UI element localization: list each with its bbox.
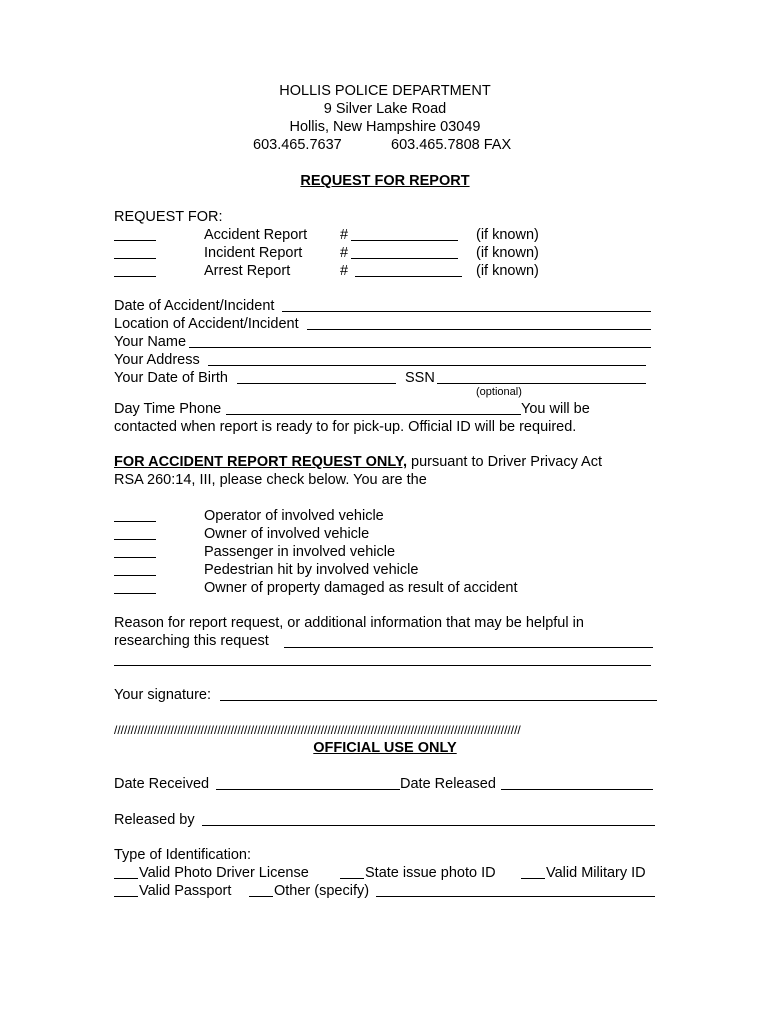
separator-slashes: ////////////////////////////////////////////////////////////////////////////////////////////////////////////////////////// (114, 723, 521, 737)
accident-known-note: (if known) (476, 227, 539, 243)
military-id-checkbox-line[interactable] (521, 878, 545, 879)
department-phone: 603.465.7637 (253, 137, 342, 153)
state-photo-id-checkbox-line[interactable] (340, 878, 364, 879)
incident-number-label: # (340, 245, 349, 261)
date-of-birth-label: Your Date of Birth (114, 370, 228, 386)
property-owner-checkbox-line[interactable] (114, 593, 156, 594)
date-received-field[interactable] (216, 789, 400, 790)
accident-number-field[interactable] (351, 240, 458, 241)
date-of-incident-label: Date of Accident/Incident (114, 298, 275, 314)
form-title: REQUEST FOR REPORT (300, 173, 470, 189)
passport-checkbox-line[interactable] (114, 896, 138, 897)
driver-license-option: Valid Photo Driver License (139, 865, 309, 881)
type-of-id-label: Type of Identification: (114, 847, 252, 863)
date-released-label: Date Released (400, 776, 496, 792)
accident-number-label: # (340, 227, 349, 243)
military-id-option: Valid Military ID (546, 865, 646, 881)
state-photo-id-option: State issue photo ID (365, 865, 496, 881)
location-label: Location of Accident/Incident (114, 316, 299, 332)
released-by-field[interactable] (202, 825, 655, 826)
department-city: Hollis, New Hampshire 03049 (289, 119, 481, 135)
incident-report-label: Incident Report (204, 245, 303, 261)
your-name-label: Your Name (114, 334, 187, 350)
accident-section-heading-rest: pursuant to Driver Privacy Act (406, 454, 602, 470)
accident-section-heading (114, 453, 602, 471)
signature-field[interactable] (220, 700, 657, 701)
pedestrian-option: Pedestrian hit by involved vehicle (204, 562, 419, 578)
arrest-report-label: Arrest Report (204, 263, 291, 279)
owner-checkbox-line[interactable] (114, 539, 156, 540)
date-received-label: Date Received (114, 776, 210, 792)
department-name: HOLLIS POLICE DEPARTMENT (279, 83, 491, 99)
reason-line-2: researching this request (114, 633, 269, 649)
operator-checkbox-line[interactable] (114, 521, 156, 522)
operator-option: Operator of involved vehicle (204, 508, 384, 524)
pedestrian-checkbox-line[interactable] (114, 575, 156, 576)
passenger-checkbox-line[interactable] (114, 557, 156, 558)
arrest-known-note: (if known) (476, 263, 539, 279)
incident-known-note: (if known) (476, 245, 539, 261)
contact-note-1: You will be (521, 401, 590, 417)
reason-line-1: Reason for report request, or additional information that may be helpful in (114, 615, 584, 631)
other-id-option: Other (specify) (274, 883, 370, 899)
other-id-specify-field[interactable] (376, 896, 655, 897)
released-by-label: Released by (114, 812, 195, 828)
other-id-checkbox-line[interactable] (249, 896, 273, 897)
your-address-label: Your Address (114, 352, 200, 368)
reason-field-2[interactable] (114, 665, 651, 666)
property-owner-option: Owner of property damaged as result of accident (204, 580, 518, 596)
arrest-number-field[interactable] (355, 276, 462, 277)
ssn-optional-note: (optional) (476, 386, 522, 398)
incident-report-checkbox-line[interactable] (114, 258, 156, 259)
department-fax: 603.465.7808 FAX (391, 137, 512, 153)
accident-report-label: Accident Report (204, 227, 308, 243)
reason-field-1[interactable] (284, 647, 653, 648)
your-address-field[interactable] (208, 365, 646, 366)
signature-label: Your signature: (114, 687, 212, 703)
your-name-field[interactable] (189, 347, 651, 348)
driver-license-checkbox-line[interactable] (114, 878, 138, 879)
ssn-label: SSN (405, 370, 435, 386)
day-phone-label: Day Time Phone (114, 401, 222, 417)
department-street: 9 Silver Lake Road (323, 101, 447, 117)
accident-section-line2: RSA 260:14, III, please check below. You are the (114, 472, 427, 488)
date-released-field[interactable] (501, 789, 653, 790)
date-of-birth-field[interactable] (237, 383, 396, 384)
passport-option: Valid Passport (139, 883, 232, 899)
location-field[interactable] (307, 329, 651, 330)
accident-report-checkbox-line[interactable] (114, 240, 156, 241)
owner-option: Owner of involved vehicle (204, 526, 370, 542)
day-phone-field[interactable] (226, 414, 521, 415)
request-for-label: REQUEST FOR: (114, 209, 223, 225)
date-of-incident-field[interactable] (282, 311, 651, 312)
arrest-report-checkbox-line[interactable] (114, 276, 156, 277)
accident-section-heading-bold: FOR ACCIDENT REPORT REQUEST ONLY, (114, 454, 407, 470)
arrest-number-label: # (340, 263, 349, 279)
contact-note-2: contacted when report is ready to for pick-up. Official ID will be required. (114, 419, 577, 435)
official-use-title: OFFICIAL USE ONLY (313, 740, 457, 756)
incident-number-field[interactable] (351, 258, 458, 259)
passenger-option: Passenger in involved vehicle (204, 544, 396, 560)
ssn-field[interactable] (437, 383, 646, 384)
